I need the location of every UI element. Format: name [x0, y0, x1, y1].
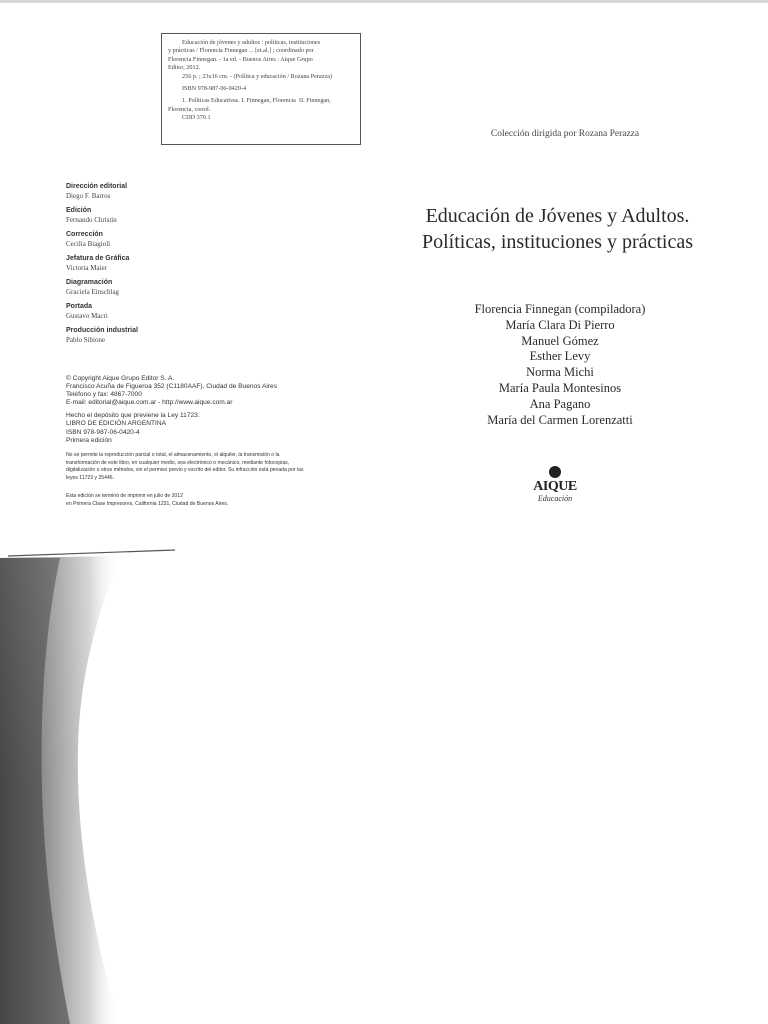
author-name: Manuel Gómez: [521, 333, 599, 348]
cip-line: 256 p. ; 23x16 cm. - (Política y educación / Rozana Perazza): [182, 72, 332, 80]
author-name: Florencia Finnegan (compiladora): [474, 302, 646, 316]
subtitle-line: Políticas, instituciones y prácticas: [421, 231, 694, 253]
credit-entry: [66, 327, 346, 344]
notice-line: digitalización u otros métodos, sin el permiso previo y escrito del editor. Su infracción está penada por las: [66, 467, 304, 474]
copyright-block: [66, 375, 366, 450]
credit-role: Portada: [66, 303, 93, 310]
credit-name: Cecilia Biagioli: [66, 239, 111, 248]
cip-line: y prácticas / Florencia Finnegan ... [et.al.] ; coordinado por: [168, 47, 314, 55]
notice-line: No se permite la reproducción parcial o total, el almacenamiento, el alquiler, la transmisión o la: [66, 452, 280, 458]
credit-name: Diego F. Barros: [66, 191, 111, 200]
cip-line: Educación de jóvenes y adultos : políticas, instituciones: [182, 39, 321, 46]
credit-entry: [66, 207, 346, 224]
catalog-card: [161, 33, 361, 145]
credit-entry: [66, 303, 346, 320]
logo-brand: AIQUE: [533, 479, 577, 494]
phone-line: Teléfono y fax: 4867-7000: [66, 391, 142, 399]
credit-role: Jefatura de Gráfica: [66, 255, 130, 262]
email-line: E-mail: editorial@aique.com.ar - http://www.aique.com.ar: [66, 399, 233, 407]
notice-line: leyes 11723 y 25446.: [66, 474, 115, 481]
credit-role: Dirección editorial: [66, 183, 128, 190]
authors-list: [420, 302, 700, 428]
logo-subline: Educación: [537, 494, 573, 503]
credit-name: Fernando Christin: [66, 215, 117, 224]
deposit-line: Hecho el depósito que previene la Ley 11723.: [66, 412, 200, 420]
credit-name: Victoria Maier: [66, 263, 107, 272]
credit-role: Diagramación: [66, 279, 113, 286]
credit-role: Edición: [66, 207, 92, 214]
address-line: Francisco Acuña de Figueroa 352 (C1180AAF), Ciudad de Buenos Aires: [66, 383, 277, 391]
credit-entry: [66, 279, 346, 296]
notice-line: transformación de este libro, en cualquier medio, sea electrónico o mecánico, mediante fotocopias,: [66, 459, 290, 466]
book-title: [385, 203, 730, 255]
scan-fade: [0, 548, 768, 1024]
author-name: María Paula Montesinos: [498, 380, 622, 395]
scan-gradient: [0, 556, 120, 1024]
credit-entry: [66, 231, 346, 248]
printing-info: [66, 493, 366, 508]
scan-dark-band: [0, 558, 70, 1024]
isbn-line: ISBN 978-987-06-0420-4: [66, 428, 140, 436]
cip-line: 1. Políticas Educativas. I. Finnegan, Florencia II. Finnegan,: [182, 97, 331, 105]
legal-deposit: [66, 412, 366, 444]
collection-director: Colección dirigida por Rozana Perazza: [490, 129, 640, 139]
title-line: Educación de Jóvenes y Adultos.: [425, 205, 690, 227]
credit-entry: [66, 183, 346, 200]
edition-line: Primera edición: [66, 436, 112, 444]
copyright-line: © Copyright Aique Grupo Editor S. A.: [66, 375, 175, 382]
scan-edge-line: [8, 550, 175, 556]
credit-entry: [66, 255, 346, 272]
printing-line: en Primera Clase Impresores, California 1231, Ciudad de Buenos Aires.: [66, 500, 229, 507]
author-name: María del Carmen Lorenzatti: [487, 412, 633, 427]
reproduction-notice: [66, 452, 366, 482]
credit-name: Gustavo Macri: [66, 311, 108, 320]
author-name: Norma Michi: [526, 365, 594, 380]
author-name: María Clara Di Pierro: [505, 317, 615, 332]
logo-dot-icon: [549, 466, 561, 478]
author-name: Ana Pagano: [529, 396, 591, 411]
cip-isbn: ISBN 978-987-06-0420-4: [182, 85, 247, 93]
cip-line: Florencia, coord.: [168, 105, 211, 113]
deposit-line: LIBRO DE EDICIÓN ARGENTINA: [66, 420, 167, 428]
publisher-logo: [520, 466, 590, 503]
scan-shadow: [0, 548, 768, 1024]
cip-cdd: CDD 370.1: [182, 114, 211, 122]
author-name: Esther Levy: [529, 349, 591, 364]
credit-name: Pablo Sibione: [66, 335, 106, 344]
publisher-address: [66, 375, 366, 407]
scan-top-edge: [0, 0, 768, 3]
credit-role: Corrección: [66, 231, 103, 238]
cip-line: Editor, 2012.: [168, 64, 201, 72]
printing-line: Esta edición se terminó de imprimir en julio de 2012: [66, 493, 183, 499]
credits-list: [66, 183, 346, 351]
credit-role: Producción industrial: [66, 327, 138, 334]
cip-line: Florencia Finnegan. - 1a ed. - Buenos Aires : Aique Grupo: [168, 55, 313, 63]
credit-name: Graciela Einschlag: [66, 287, 120, 296]
